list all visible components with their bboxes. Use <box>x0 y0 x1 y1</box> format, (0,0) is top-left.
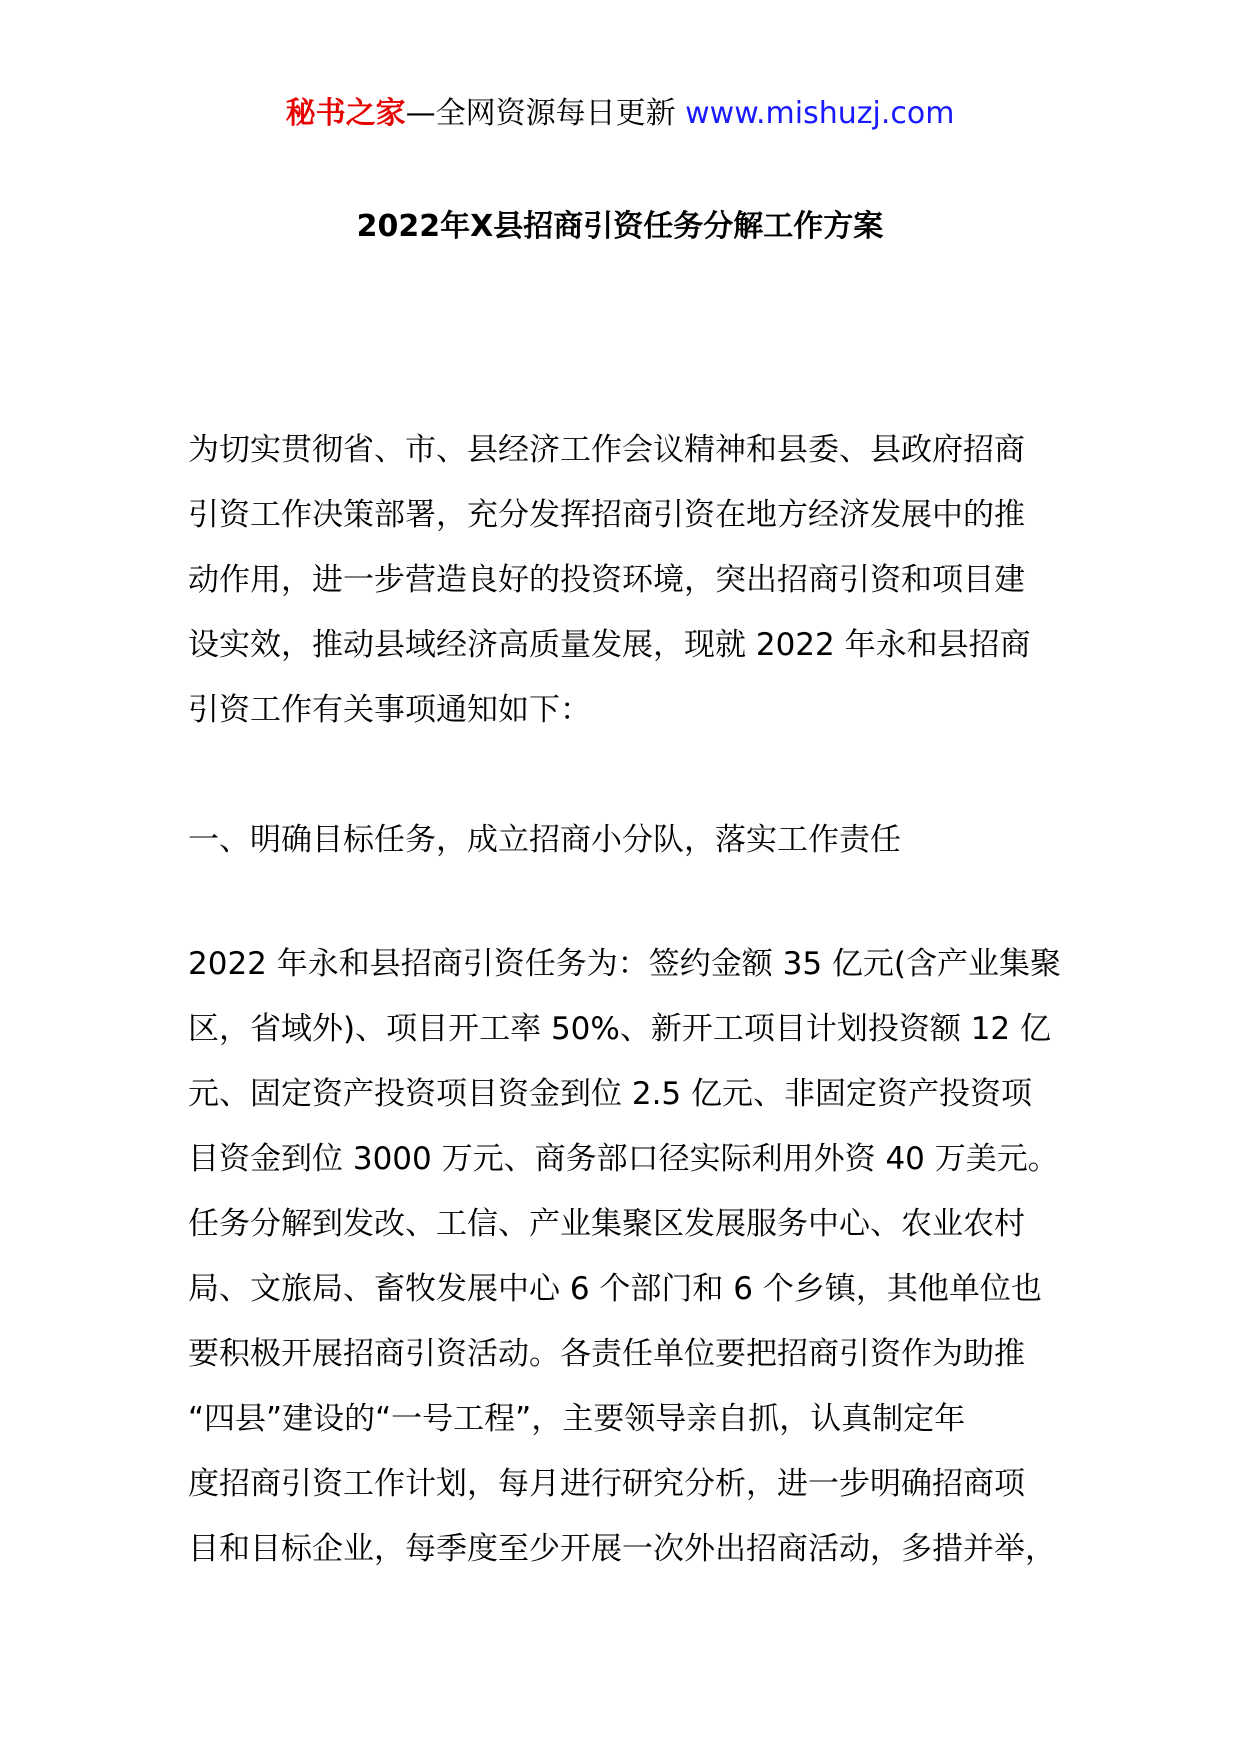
site-header <box>0 94 1240 134</box>
section-1-heading <box>188 808 1088 873</box>
paragraph-line: “四县”建设的“一号工程”，主要领导亲自抓，认真制定年 <box>188 1401 966 1437</box>
paragraph-line: 设实效，推动县域经济高质量发展，现就 2022 年永和县招商 <box>188 627 1031 663</box>
paragraph-line: 目和目标企业，每季度至少开展一次外出招商活动，多措并举， <box>188 1531 1056 1567</box>
paragraph-line: 2022 年永和县招商引资任务为：签约金额 35 亿元(含产业集聚 <box>188 946 1061 982</box>
paragraph-line: 局、文旅局、畜牧发展中心 6 个部门和 6 个乡镇，其他单位也 <box>188 1271 1042 1307</box>
paragraph-line: 引资工作决策部署，充分发挥招商引资在地方经济发展中的推 <box>188 497 1025 533</box>
site-brand: 秘书之家 <box>285 96 406 131</box>
paragraph-line: 要积极开展招商引资活动。各责任单位要把招商引资作为助推 <box>188 1336 1025 1372</box>
site-slogan: —全网资源每日更新 <box>405 96 686 131</box>
heading-line: 一、明确目标任务，成立招商小分队，落实工作责任 <box>188 822 901 858</box>
intro-paragraph <box>188 418 1088 743</box>
document-title: 2022年X县招商引资任务分解工作方案 <box>356 209 884 244</box>
paragraph-line: 引资工作有关事项通知如下： <box>188 692 591 728</box>
paragraph-line: 度招商引资工作计划，每月进行研究分析，进一步明确招商项 <box>188 1466 1025 1502</box>
paragraph-line: 目资金到位 3000 万元、商务部口径实际利用外资 40 万美元。 <box>188 1141 1059 1177</box>
site-url-link[interactable]: www.mishuzj.com <box>685 96 955 131</box>
paragraph-line: 元、固定资产投资项目资金到位 2.5 亿元、非固定资产投资项 <box>188 1076 1033 1112</box>
paragraph-line: 区，省域外)、项目开工率 50%、新开工项目计划投资额 12 亿 <box>188 1011 1052 1047</box>
paragraph-line: 动作用，进一步营造良好的投资环境，突出招商引资和项目建 <box>188 562 1025 598</box>
paragraph-line: 任务分解到发改、工信、产业集聚区发展服务中心、农业农村 <box>188 1206 1025 1242</box>
section-1-paragraph <box>188 932 1088 1582</box>
paragraph-line: 为切实贯彻省、市、县经济工作会议精神和县委、县政府招商 <box>188 432 1025 468</box>
